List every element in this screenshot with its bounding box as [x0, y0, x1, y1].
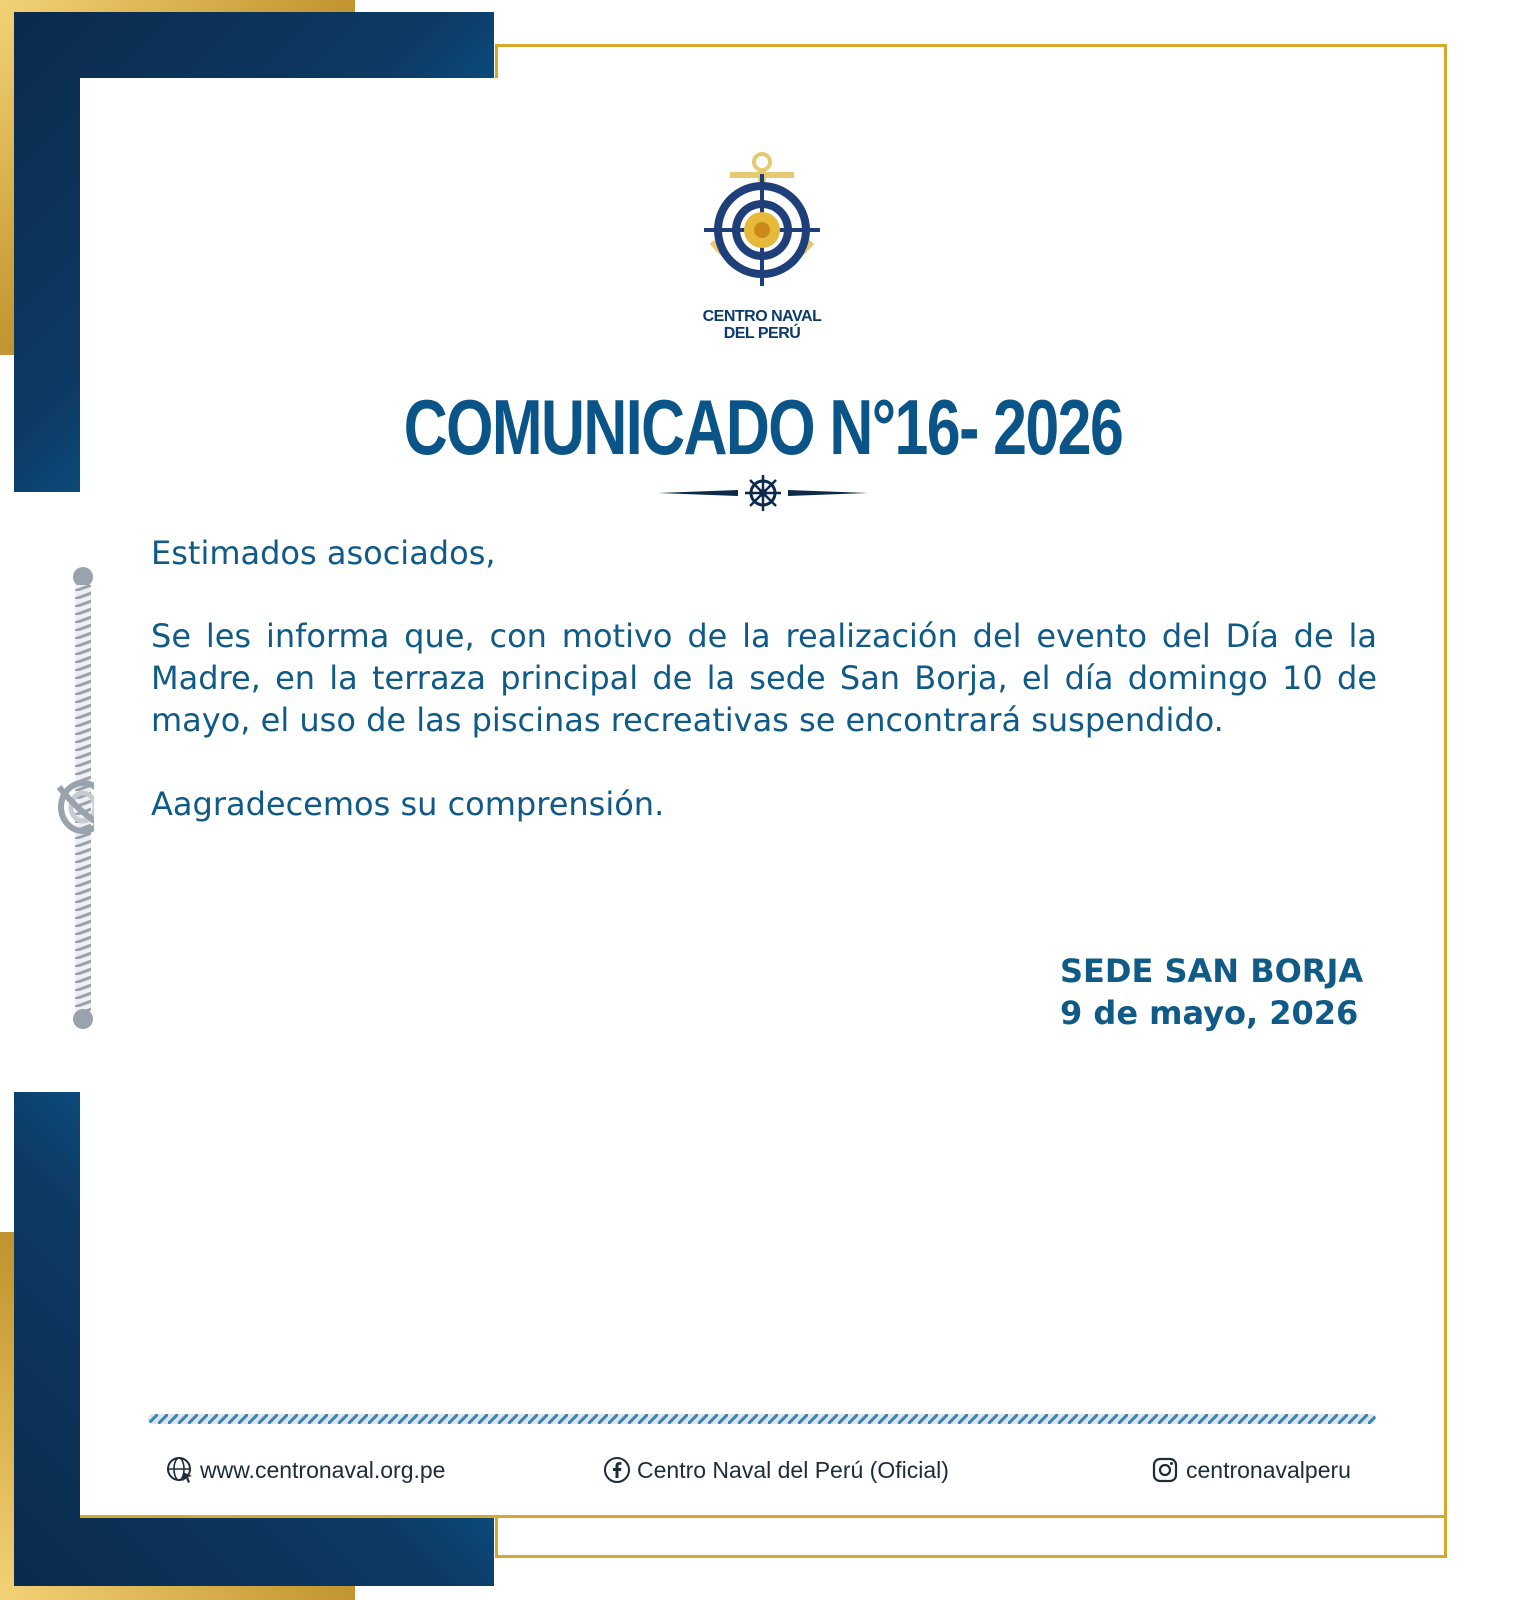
page-title: COMUNICADO N°16- 2026 — [403, 383, 1123, 471]
logo-line-1: CENTRO NAVAL — [702, 308, 822, 325]
instagram-icon — [1150, 1456, 1180, 1484]
thanks-text: Aagradecemos su comprensión. — [151, 785, 665, 823]
signature-block — [1060, 950, 1363, 1034]
rope-icon — [34, 567, 94, 1029]
greeting-text: Estimados asociados, — [151, 534, 496, 572]
footer-facebook-link[interactable] — [603, 1452, 949, 1488]
ships-wheel-icon — [658, 474, 868, 512]
facebook-icon — [603, 1456, 631, 1484]
anchor-icon — [700, 150, 824, 290]
footer-website-text: www.centronaval.org.pe — [200, 1456, 446, 1483]
rope-divider — [148, 1414, 1376, 1424]
globe-icon — [166, 1456, 194, 1484]
footer-instagram-link[interactable] — [1150, 1452, 1351, 1488]
footer-instagram-text: centronavalperu — [1186, 1456, 1351, 1483]
signature-place: SEDE SAN BORJA — [1060, 952, 1364, 990]
footer-facebook-text: Centro Naval del Perú (Oficial) — [637, 1456, 949, 1483]
footer-website-link[interactable] — [166, 1452, 445, 1488]
signature-date: 9 de mayo, 2026 — [1060, 994, 1359, 1032]
logo-wordmark — [670, 308, 854, 342]
logo-line-2: DEL PERÚ — [723, 325, 801, 342]
announcement-paragraph: Se les informa que, con motivo de la realización del evento del Día de la Madre, en la terraza principal de la sede San Borja, el día domingo 10 de mayo, el uso de las piscinas recreativas se encontrará suspendido. — [151, 617, 1377, 739]
